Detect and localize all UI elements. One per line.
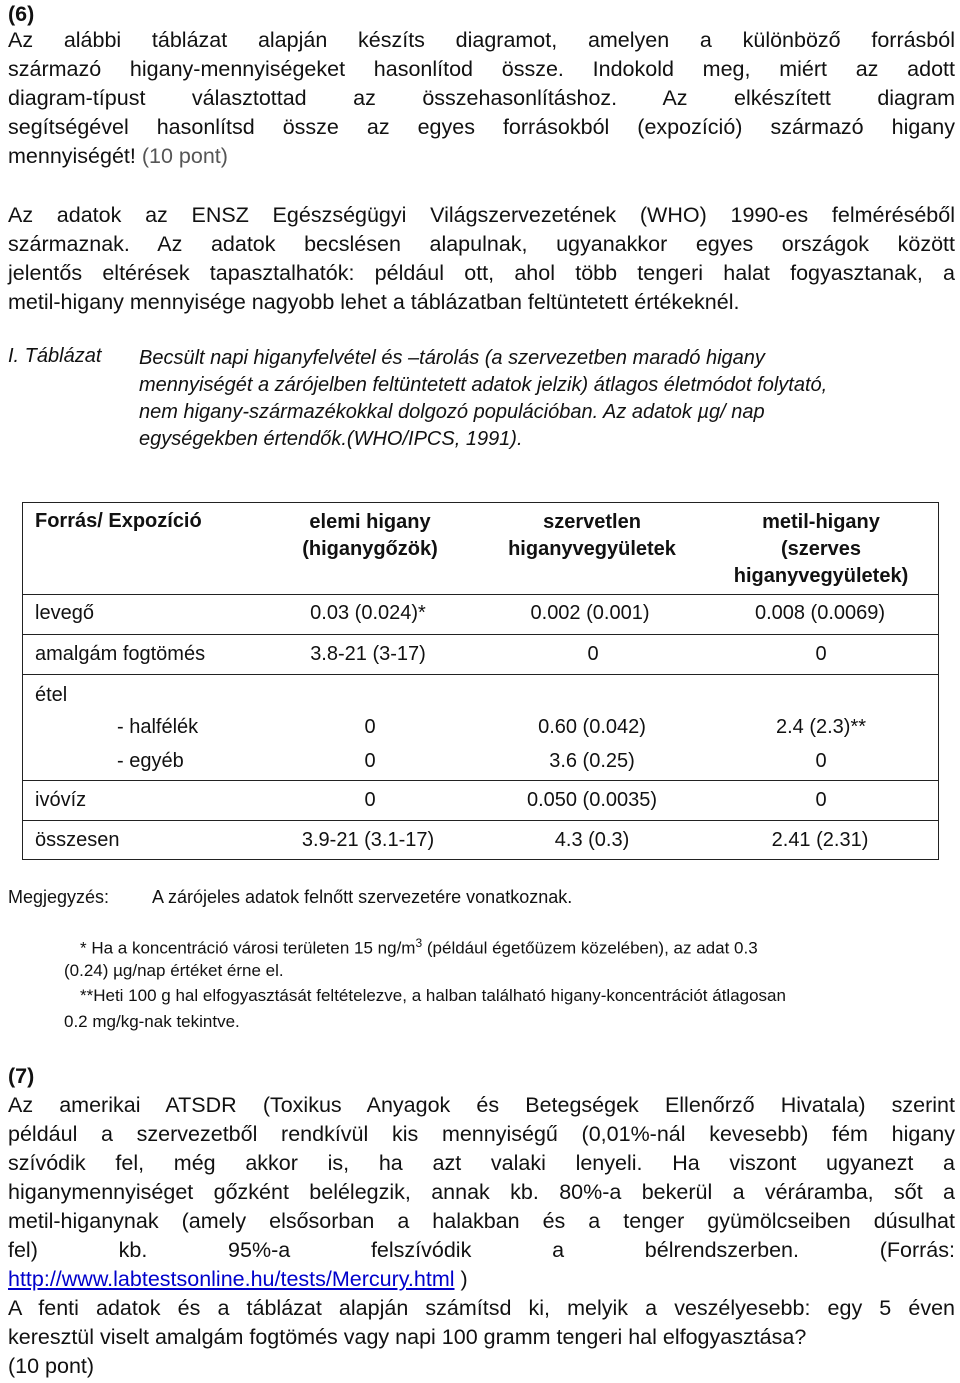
- table-cell: 2.41 (2.31): [771, 829, 869, 851]
- source-line: Az adatok az ENSZ Egészségügyi Világszervezetének (WHO) 1990-es felméréséből: [8, 203, 955, 227]
- table-rule: [22, 820, 939, 821]
- table-cell: - halfélék: [117, 716, 199, 738]
- footnote-1: [80, 931, 940, 961]
- link-suffix: ): [454, 1267, 468, 1291]
- footnote-text: (például égetőüzem közelében), az adat 0.3: [422, 938, 758, 958]
- footnote-1-line2: (0.24) µg/nap értéket érne el.: [64, 961, 284, 980]
- table-cell: 0.002 (0.001): [530, 602, 650, 624]
- footnote-2-line2: 0.2 mg/kg-nak tekintve.: [64, 1012, 240, 1031]
- header-line: (szerves: [780, 538, 862, 560]
- section-7-line: metil-higanynak (amely elsősorban a halakban és a tenger gyümölcseiben dúsulhat: [8, 1209, 955, 1233]
- section-7-points: (10 pont): [8, 1354, 95, 1378]
- question-line: A fenti adatok és a táblázat alapján számítsd ki, melyik a veszélyesebb: egy 5 éven: [8, 1296, 955, 1320]
- caption-line: Becsült napi higanyfelvétel és –tárolás (a szervezetben maradó higany: [139, 347, 765, 369]
- table-cell: 0.050 (0.0035): [526, 789, 658, 811]
- footnote-text: * Ha a koncentráció városi területen 15 ng/m: [80, 938, 416, 958]
- table-caption-label: I. Táblázat: [8, 345, 102, 367]
- source-line: metil-higany mennyisége nagyobb lehet a táblázatban feltüntetett értékeknél.: [8, 290, 740, 314]
- table-cell: étel: [35, 684, 68, 706]
- section-7-line: fel) kb. 95%-a felszívódik a bélrendszerben. (Forrás:: [8, 1238, 955, 1262]
- table-rule: [22, 780, 939, 781]
- table-cell: - egyéb: [117, 750, 184, 772]
- table-cell: 0: [364, 750, 376, 772]
- header-line: (higanygőzök): [302, 538, 438, 560]
- section-6-number: (6): [8, 2, 35, 26]
- source-link-line: [8, 1265, 955, 1294]
- table-cell: 0.03 (0.024)*: [310, 602, 426, 624]
- header-methyl: [734, 509, 909, 590]
- table-cell: összesen: [35, 829, 120, 851]
- footnote-2: **Heti 100 g hal elfogyasztását feltételezve, a halban található higany-koncentrációt átlagosan: [80, 986, 786, 1005]
- source-line: származnak. Az adatok becslésen alapulnak, ugyanakkor egyes országok között: [8, 232, 955, 256]
- source-line: jelentős eltérések tapasztalhatók: például ott, ahol több tengeri halat fogyasztanak, a: [8, 261, 955, 285]
- section-6-data-source: [8, 201, 955, 317]
- intro-line: Az alábbi táblázat alapján készíts diagramot, amelyen a különböző forrásból: [8, 28, 955, 52]
- note-text: A zárójeles adatok felnőtt szervezetére vonatkoznak.: [152, 887, 573, 907]
- header-source: Forrás/ Expozíció: [35, 510, 202, 532]
- intro-line: diagram-típust választottad az összehasonlításhoz. Az elkészített diagram: [8, 86, 955, 110]
- question-line: keresztül viselt amalgám fogtömés vagy napi 100 gramm tengeri hal elfogyasztása?: [8, 1325, 807, 1349]
- table-cell: 0.008 (0.0069): [754, 602, 886, 624]
- header-line: higanyvegyületek): [733, 565, 909, 587]
- header-elemental: [302, 509, 438, 563]
- intro-last-text: mennyiségét!: [8, 144, 136, 168]
- superscript: 3: [415, 936, 423, 950]
- table-cell: ivóvíz: [35, 789, 87, 811]
- table-cell: 4.3 (0.3): [554, 829, 630, 851]
- header-line: higanyvegyületek: [508, 538, 676, 560]
- section-7-line: Az amerikai ATSDR (Toxikus Anyagok és Betegségek Ellenőrző Hivatala) szerint: [8, 1093, 955, 1117]
- table-cell: 0: [815, 643, 827, 665]
- section-7-line: higanymennyiséget gőzként belélegzik, annak kb. 80%-a bekerül a véráramba, sőt a: [8, 1180, 955, 1204]
- table-caption: [139, 345, 939, 453]
- source-link[interactable]: http://www.labtestsonline.hu/tests/Mercury.html: [8, 1267, 455, 1291]
- caption-line: nem higany-származékokkal dolgozó populációban. Az adatok µg/ nap: [139, 401, 765, 423]
- table-cell: 3.9-21 (3.1-17): [301, 829, 435, 851]
- table-cell: amalgám fogtömés: [35, 643, 206, 665]
- table-cell: 3.8-21 (3-17): [310, 643, 426, 665]
- table-rule: [22, 594, 939, 595]
- table-rule: [22, 674, 939, 675]
- intro-line: származó higany-mennyiségeket hasonlítod össze. Indokold meg, miért az adott: [8, 57, 955, 81]
- header-line: elemi higany: [309, 511, 431, 533]
- header-line: szervetlen: [543, 511, 641, 533]
- section-7-text: [8, 1091, 955, 1381]
- section-6-intro: [8, 26, 955, 171]
- table-cell: levegő: [35, 602, 94, 624]
- section-7-number: (7): [8, 1064, 35, 1088]
- section-7-line: például a szervezetből rendkívül kis mennyiségű (0,01%-nál kevesebb) fém higany: [8, 1122, 955, 1146]
- table-cell: 2.4 (2.3)**: [775, 716, 867, 738]
- table-cell: 3.6 (0.25): [549, 750, 635, 772]
- points-label: (10 pont): [141, 144, 228, 168]
- header-line: metil-higany: [762, 511, 880, 533]
- table-cell: 0: [364, 716, 376, 738]
- table-cell: 0: [815, 750, 827, 772]
- note-label: Megjegyzés:: [8, 887, 110, 907]
- table-cell: 0: [364, 789, 376, 811]
- table-cell: 0: [815, 789, 827, 811]
- caption-line: mennyiségét a zárójelben feltüntetett adatok jelzik) átlagos életmódot folytató,: [139, 374, 828, 396]
- header-inorganic: [508, 509, 676, 563]
- intro-last-line: [8, 142, 955, 171]
- table-rule: [22, 634, 939, 635]
- table-cell: 0: [587, 643, 599, 665]
- table-cell: 0.60 (0.042): [538, 716, 646, 738]
- caption-line: egységekben értendők.(WHO/IPCS, 1991).: [139, 428, 523, 450]
- intro-line: segítségével hasonlítsd össze az egyes forrásokból (expozíció) származó higany: [8, 115, 955, 139]
- section-7-line: szívódik fel, még akkor is, ha azt valaki lenyeli. Ha viszont ugyanezt a: [8, 1151, 955, 1175]
